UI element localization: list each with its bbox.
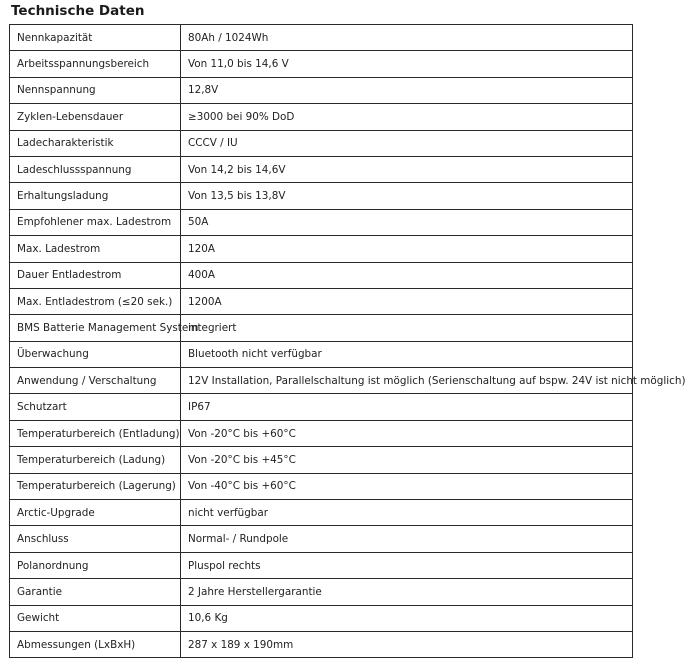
spec-label: Überwachung: [10, 341, 181, 367]
table-row: [10, 25, 633, 51]
spec-value: IP67: [181, 394, 633, 420]
spec-label: Schutzart: [10, 394, 181, 420]
spec-label: Temperaturbereich (Lagerung): [10, 473, 181, 499]
table-row: [10, 420, 633, 446]
table-row: [10, 473, 633, 499]
spec-value: Von -20°C bis +45°C: [181, 447, 633, 473]
table-row: [10, 579, 633, 605]
table-row: [10, 209, 633, 235]
table-row: [10, 51, 633, 77]
table-row: [10, 526, 633, 552]
spec-label: Garantie: [10, 579, 181, 605]
spec-value: 12,8V: [181, 77, 633, 103]
table-row: [10, 631, 633, 657]
spec-label: Polanordnung: [10, 552, 181, 578]
spec-label: Arctic-Upgrade: [10, 500, 181, 526]
spec-value: 10,6 Kg: [181, 605, 633, 631]
spec-value: CCCV / IU: [181, 130, 633, 156]
spec-value: 50A: [181, 209, 633, 235]
spec-label: Temperaturbereich (Ladung): [10, 447, 181, 473]
spec-label: Gewicht: [10, 605, 181, 631]
spec-label: Dauer Entladestrom: [10, 262, 181, 288]
spec-value: Von -20°C bis +60°C: [181, 420, 633, 446]
spec-label: Max. Entladestrom (≤20 sek.): [10, 288, 181, 314]
table-row: [10, 447, 633, 473]
spec-value: 2 Jahre Herstellergarantie: [181, 579, 633, 605]
table-row: [10, 130, 633, 156]
table-row: [10, 605, 633, 631]
spec-value: 12V Installation, Parallelschaltung ist möglich (Serienschaltung auf bspw. 24V ist nicht möglich): [181, 368, 633, 394]
table-row: [10, 500, 633, 526]
spec-value: Von 11,0 bis 14,6 V: [181, 51, 633, 77]
spec-table-body: [10, 25, 686, 658]
spec-label: Zyklen-Lebensdauer: [10, 104, 181, 130]
spec-value: Von 13,5 bis 13,8V: [181, 183, 633, 209]
spec-label: Temperaturbereich (Entladung): [10, 420, 181, 446]
table-row: [10, 394, 633, 420]
table-row: [10, 288, 633, 314]
spec-label: Ladecharakteristik: [10, 130, 181, 156]
table-row: [10, 104, 633, 130]
spec-value: 120A: [181, 236, 633, 262]
table-row: [10, 341, 633, 367]
spec-label: Max. Ladestrom: [10, 236, 181, 262]
spec-value: Normal- / Rundpole: [181, 526, 633, 552]
spec-label: BMS Batterie Management System: [10, 315, 181, 341]
table-row: [10, 77, 633, 103]
table-row: [10, 315, 633, 341]
spec-value: 80Ah / 1024Wh: [181, 25, 633, 51]
spec-value: 400A: [181, 262, 633, 288]
spec-value: Bluetooth nicht verfügbar: [181, 341, 633, 367]
table-row: [10, 262, 633, 288]
spec-value: 287 x 189 x 190mm: [181, 631, 633, 657]
table-row: [10, 183, 633, 209]
spec-value: integriert: [181, 315, 633, 341]
table-row: [10, 156, 633, 182]
table-row: [10, 368, 633, 394]
spec-value: ≥3000 bei 90% DoD: [181, 104, 633, 130]
spec-label: Erhaltungsladung: [10, 183, 181, 209]
spec-label: Empfohlener max. Ladestrom: [10, 209, 181, 235]
spec-label: Nennspannung: [10, 77, 181, 103]
spec-value: 1200A: [181, 288, 633, 314]
spec-label: Abmessungen (LxBxH): [10, 631, 181, 657]
spec-value: Pluspol rechts: [181, 552, 633, 578]
spec-label: Arbeitsspannungsbereich: [10, 51, 181, 77]
spec-value: Von 14,2 bis 14,6V: [181, 156, 633, 182]
page-title: Technische Daten: [11, 3, 145, 19]
spec-label: Anwendung / Verschaltung: [10, 368, 181, 394]
spec-label: Nennkapazität: [10, 25, 181, 51]
spec-value: nicht verfügbar: [181, 500, 633, 526]
spec-value: Von -40°C bis +60°C: [181, 473, 633, 499]
spec-label: Anschluss: [10, 526, 181, 552]
spec-table: [9, 24, 686, 658]
table-row: [10, 236, 633, 262]
spec-label: Ladeschlussspannung: [10, 156, 181, 182]
table-row: [10, 552, 633, 578]
